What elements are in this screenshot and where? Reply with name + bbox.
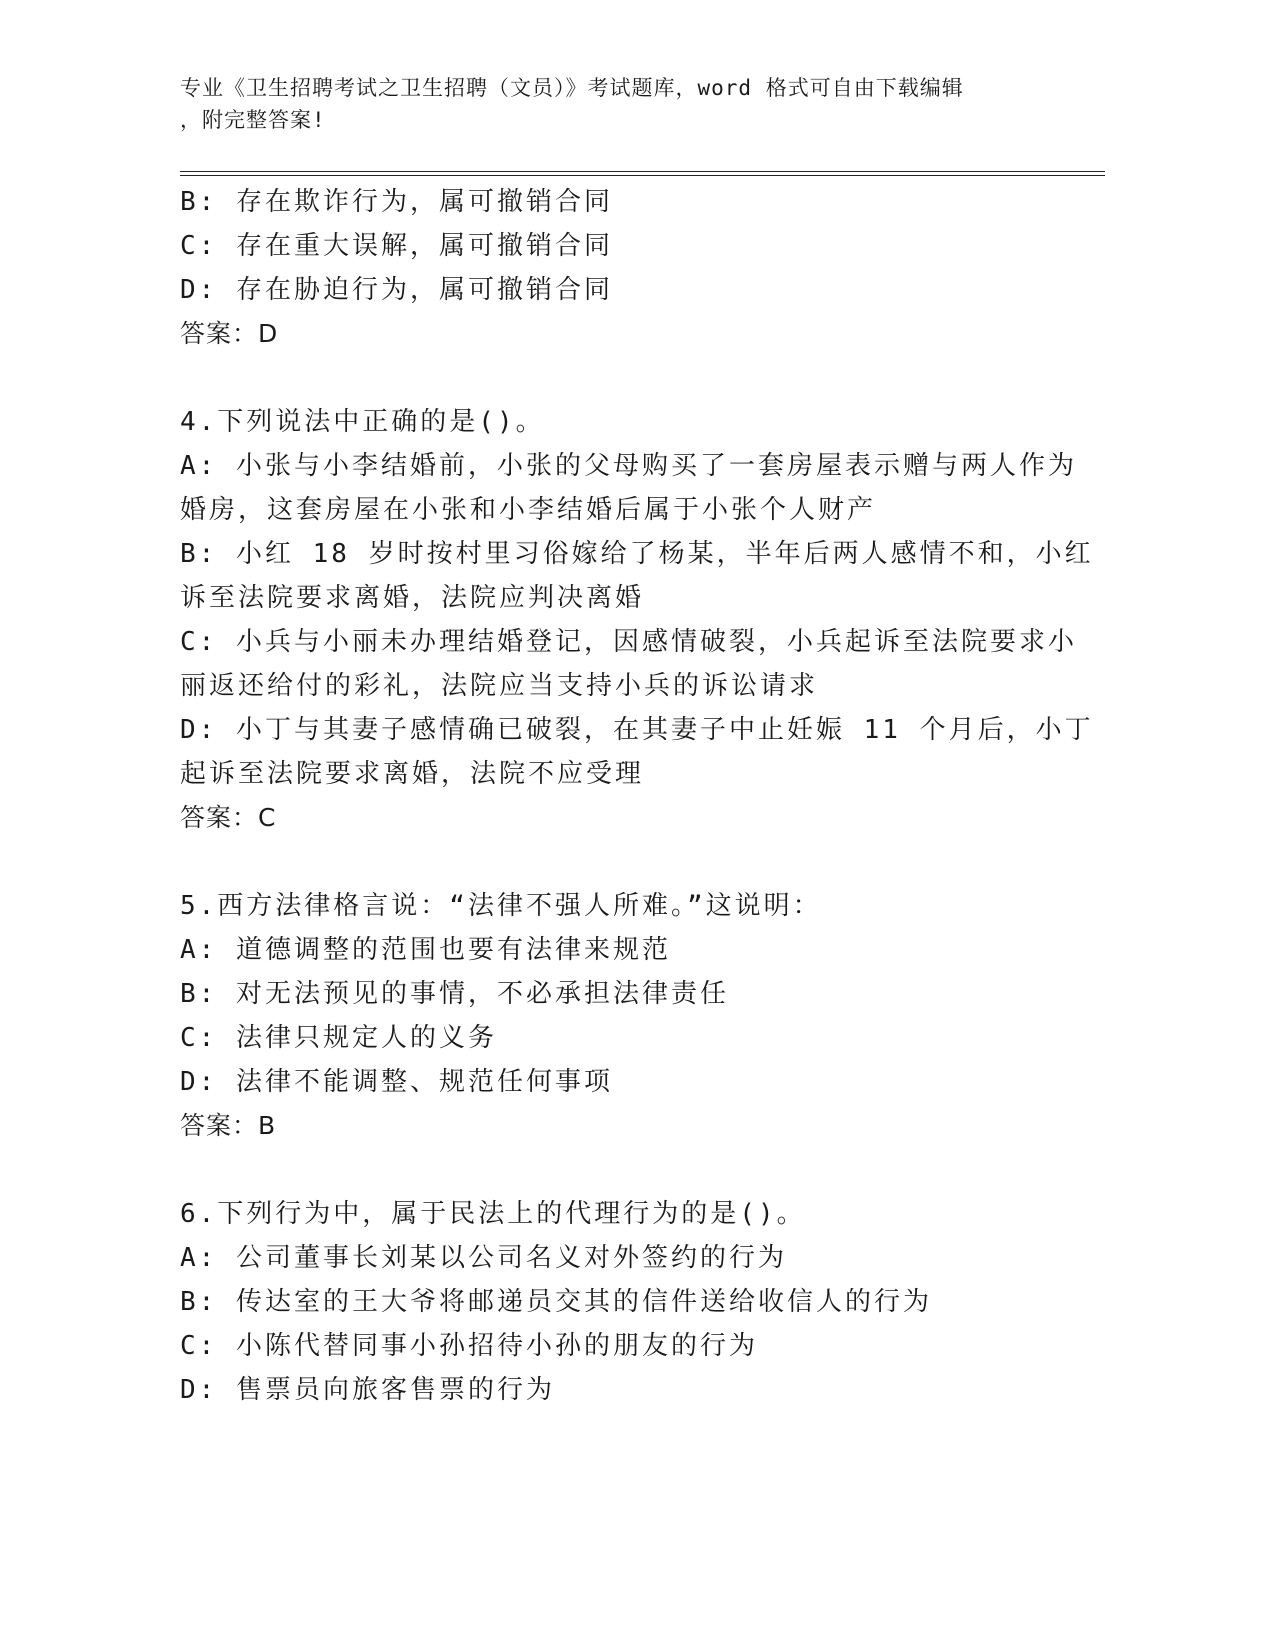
q3-option-b: B: 存在欺诈行为，属可撤销合同 [180, 187, 613, 217]
q5-stem: 5.西方法律格言说：“法律不强人所难。”这说明： [180, 891, 822, 921]
document-header [180, 72, 1040, 136]
header-divider-bottom [180, 175, 1105, 176]
q5-option-b: B: 对无法预见的事情，不必承担法律责任 [180, 979, 729, 1009]
q4-stem: 4.下列说法中正确的是()。 [180, 407, 545, 437]
q4-option-c-line2: 丽返还给付的彩礼，法院应当支持小兵的诉讼请求 [180, 671, 819, 701]
q3-answer: 答案：D [180, 319, 279, 348]
header-line-2: ，附完整答案! [180, 108, 326, 132]
header-divider-top [180, 171, 1105, 172]
q4-option-b-line1: B: 小红 18 岁时按村里习俗嫁给了杨某，半年后两人感情不和，小红 [180, 539, 1094, 569]
q4-option-b-line2: 诉至法院要求离婚，法院应判决离婚 [180, 583, 645, 613]
q6-option-c: C: 小陈代替同事小孙招待小孙的朋友的行为 [180, 1331, 758, 1361]
q5-option-d: D: 法律不能调整、规范任何事项 [180, 1067, 613, 1097]
q6-option-d: D: 售票员向旅客售票的行为 [180, 1375, 555, 1405]
q6-option-a: A: 公司董事长刘某以公司名义对外签约的行为 [180, 1243, 787, 1273]
q4-option-d-line2: 起诉至法院要求离婚，法院不应受理 [180, 759, 645, 789]
q4-option-c-line1: C: 小兵与小丽未办理结婚登记，因感情破裂，小兵起诉至法院要求小 [180, 627, 1077, 657]
q3-option-c: C: 存在重大误解，属可撤销合同 [180, 231, 613, 261]
q6-option-b: B: 传达室的王大爷将邮递员交其的信件送给收信人的行为 [180, 1287, 932, 1317]
q3-option-d: D: 存在胁迫行为，属可撤销合同 [180, 275, 613, 305]
question-content [180, 180, 1094, 1412]
q4-option-a-line1: A: 小张与小李结婚前，小张的父母购买了一套房屋表示赠与两人作为 [180, 451, 1077, 481]
q5-option-a: A: 道德调整的范围也要有法律来规范 [180, 935, 671, 965]
q5-option-c: C: 法律只规定人的义务 [180, 1023, 497, 1053]
header-line-1: 专业《卫生招聘考试之卫生招聘（文员）》考试题库，word 格式可自由下载编辑 [180, 76, 964, 100]
q4-option-a-line2: 婚房，这套房屋在小张和小李结婚后属于小张个人财产 [180, 495, 877, 525]
q4-option-d-line1: D: 小丁与其妻子感情确已破裂，在其妻子中止妊娠 11 个月后，小丁 [180, 715, 1094, 745]
q6-stem: 6.下列行为中，属于民法上的代理行为的是()。 [180, 1199, 806, 1229]
q4-answer: 答案：C [180, 803, 277, 832]
q5-answer: 答案：B [180, 1111, 277, 1140]
